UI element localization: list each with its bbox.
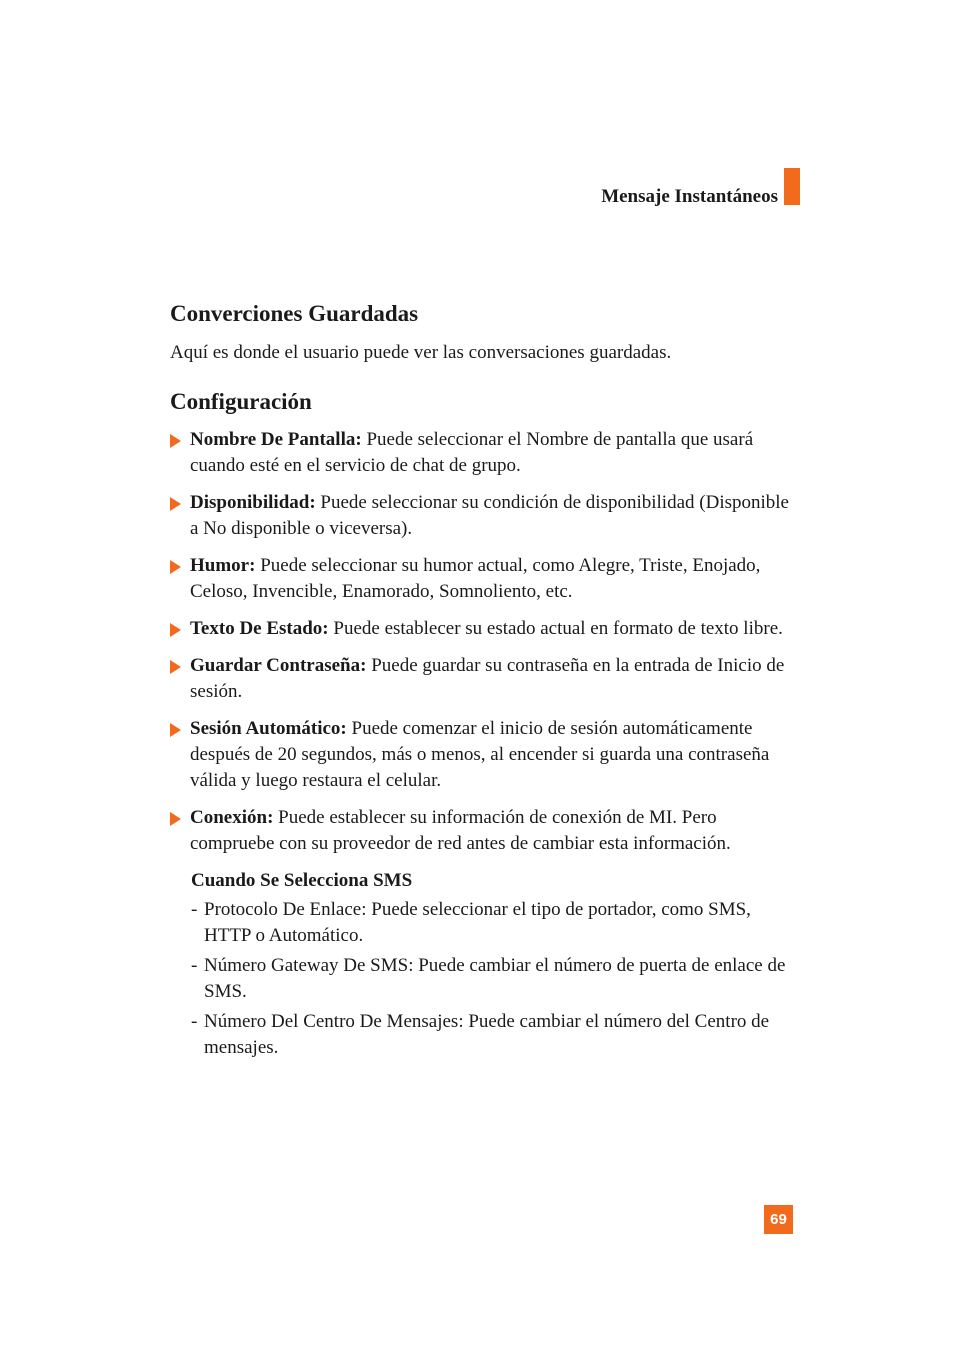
bullet-text: Puede comenzar el inicio de sesión automáticamente después de 20 segundos, más o menos, al encender si guarda una contraseña válida y luego restaura el celular.	[190, 718, 770, 792]
section-heading-saved-conversations: Converciones Guardadas	[170, 301, 419, 326]
bullet-arrow-icon	[170, 723, 181, 737]
bullet-item-mood	[170, 553, 800, 605]
dash-item-sms-gateway	[191, 953, 800, 1005]
bullet-arrow-icon	[170, 623, 181, 637]
main-content	[170, 300, 800, 1065]
bullet-arrow-icon	[170, 434, 181, 448]
bullet-text: Puede establecer su estado actual en formato de texto libre.	[328, 618, 783, 640]
sms-subsection	[170, 868, 800, 1061]
bullet-term: Conexión:	[190, 807, 274, 829]
bullet-text: Puede seleccionar su condición de disponibilidad (Disponible a No disponible o viceversa).	[190, 492, 789, 540]
bullet-item-auto-login	[170, 716, 800, 794]
bullet-text: Puede seleccionar el Nombre de pantalla que usará cuando esté en el servicio de chat de grupo.	[190, 429, 754, 477]
bullet-term: Guardar Contraseña:	[190, 655, 367, 677]
header-title: Mensaje Instantáneos	[601, 186, 778, 207]
bullet-item-availability	[170, 490, 800, 542]
dash-marker: -	[191, 1011, 198, 1033]
bullet-text: Puede guardar su contraseña en la entrada de Inicio de sesión.	[190, 655, 785, 703]
bullet-term: Disponibilidad:	[190, 492, 316, 514]
bullet-item-connection	[170, 805, 800, 857]
section-heading-configuration: Configuración	[170, 388, 312, 414]
dash-marker: -	[191, 955, 198, 977]
bullet-item-save-password	[170, 653, 800, 705]
bullet-item-screen-name	[170, 427, 800, 479]
page-header	[560, 168, 800, 208]
dash-marker: -	[191, 899, 198, 921]
bullet-term: Texto De Estado:	[190, 618, 329, 640]
dash-item-message-center	[191, 1009, 800, 1061]
section-text-saved-conversations: Aquí es donde el usuario puede ver las conversaciones guardadas.	[170, 341, 672, 363]
bullet-item-status-text	[170, 616, 800, 642]
bullet-arrow-icon	[170, 497, 181, 511]
dash-item-text: Número Del Centro De Mensajes: Puede cambiar el número del Centro de mensajes.	[204, 1011, 770, 1059]
dash-item-link-protocol	[191, 897, 800, 949]
bullet-term: Nombre De Pantalla:	[190, 429, 362, 451]
bullet-text: Puede seleccionar su humor actual, como Alegre, Triste, Enojado, Celoso, Invencible, Enamorado, Somnoliento, etc.	[190, 555, 761, 603]
bullet-arrow-icon	[170, 560, 181, 574]
bullet-arrow-icon	[170, 812, 181, 826]
dash-item-text: Protocolo De Enlace: Puede seleccionar el tipo de portador, como SMS, HTTP o Automático.	[204, 899, 751, 947]
page-number-badge: 69	[764, 1205, 793, 1234]
bullet-term: Humor:	[190, 555, 256, 577]
dash-item-text: Número Gateway De SMS: Puede cambiar el número de puerta de enlace de SMS.	[204, 955, 786, 1003]
bullet-text: Puede establecer su información de conexión de MI. Pero compruebe con su proveedor de red antes de cambiar esta información.	[190, 807, 731, 855]
header-accent-bar	[784, 168, 800, 205]
subsection-title: Cuando Se Selecciona SMS	[191, 870, 413, 892]
bullet-term: Sesión Automático:	[190, 718, 347, 740]
bullet-arrow-icon	[170, 660, 181, 674]
